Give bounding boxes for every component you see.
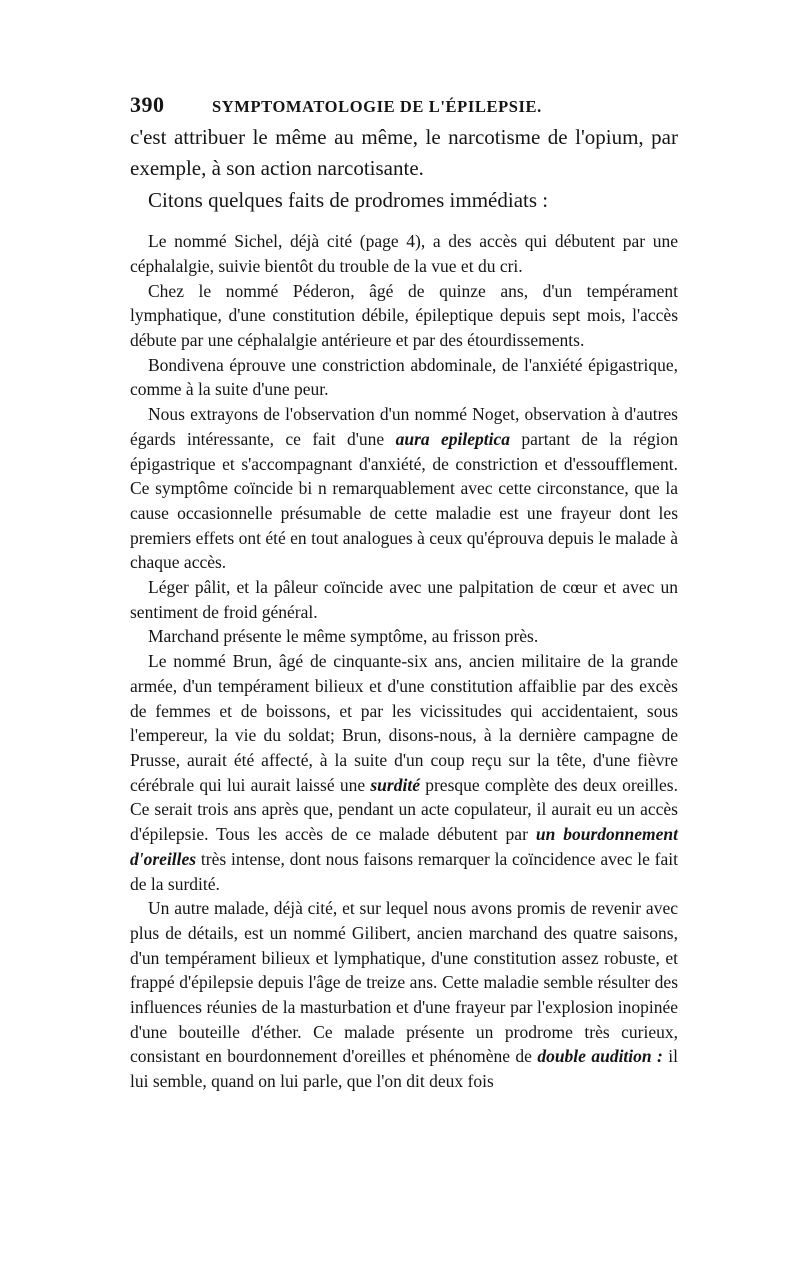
case-leger: Léger pâlit, et la pâleur coïncide avec une palpitation de cœur et avec un sentiment de froid général. — [130, 577, 678, 622]
case-brun-text-a: Le nommé Brun, âgé de cinquante-six ans, ancien militaire de la grande armée, d'un tempérament bilieux et d'une constitution affaiblie par des excès de femmes et de boissons, et par les vicissitudes qui accidentaient, sous l'empereur, la vie du soldat; Brun, disons-nous, à la dernière campagne de Prusse, aurait été affecté, à la suite d'un coup reçu sur la tête, d'une fièvre cérébrale qui lui aurait laissé une — [130, 651, 678, 795]
running-title: SYMPTOMATOLOGIE DE L'ÉPILEPSIE. — [212, 97, 542, 116]
case-sichel: Le nommé Sichel, déjà cité (page 4), a des accès qui débutent par une céphalalgie, suivie bientôt du trouble de la vue et du cri. — [130, 231, 678, 276]
case-gilibert-text-b: il lui semble, quand on lui parle, que l'on dit deux fois — [130, 1046, 678, 1092]
continuation-text: c'est attribuer le même au même, le narcotisme de l'opium, par exemple, à son action narcotisante. — [130, 125, 678, 181]
case-gilibert-text-a: Un autre malade, déjà cité, et sur lequel nous avons promis de revenir avec plus de détails, est un nommé Gilibert, ancien marchand des quatre saisons, d'un tempérament bilieux et lymphatique, d'une constitution assez robuste, et frappé d'épilepsie depuis l'âge de treize ans. Cette maladie semble résulter des influences réunies de la masturbation et d'une frayeur par l'explosion inopinée d'une bouteille d'éther. Ce malade présente un prodrome très curieux, consistant en bourdonnement d'oreilles et phénomène de — [130, 898, 678, 1067]
case-gilibert-emphasis: double audition : — [537, 1046, 663, 1067]
case-brun-text-b: presque complète des deux oreilles. Ce serait trois ans après que, pendant un acte copulateur, il aurait eu un accès d'épilepsie. Tous les accès de ce malade débutent par — [130, 774, 678, 845]
case-marchand: Marchand présente le même symptôme, au frisson près. — [148, 626, 539, 647]
book-page — [130, 92, 678, 1094]
case-gilibert — [130, 896, 678, 1094]
case-noget-text-b: partant de la région épigastrique et s'accompagnant d'anxiété, de constriction et d'essoufflement. Ce symptôme coïncide bi n remarquablement avec cette circonstance, que la cause occasionnelle présumable de cette maladie est une frayeur dont les premiers effets ont été en tout analogues à ceux qu'éprouva depuis le malade à chaque accès. — [130, 428, 678, 573]
case-brun-emphasis-surdite: surdité — [370, 774, 420, 795]
case-noget — [130, 402, 678, 575]
section-lead: Citons quelques faits de prodromes immédiats : — [148, 187, 549, 212]
page-number: 390 — [130, 92, 165, 117]
case-noget-text-a: Nous extrayons de l'observation d'un nommé Noget, observation à d'autres égards intéressante, ce fait d'une — [130, 404, 678, 449]
page-header — [130, 92, 678, 122]
case-noget-emphasis: aura epileptica — [395, 428, 511, 449]
case-brun-text-c: très intense, dont nous faisons remarquer la coïncidence avec le fait de la surdité. — [130, 848, 678, 894]
case-brun — [130, 649, 678, 896]
case-pederon: Chez le nommé Péderon, âgé de quinze ans, d'un tempérament lymphatique, d'une constitution débile, épileptique depuis sept mois, l'accès débute par une céphalalgie antérieure et par des étourdissements. — [130, 280, 678, 351]
case-bondivena: Bondivena éprouve une constriction abdominale, de l'anxiété épigastrique, comme à la suite d'une peur. — [130, 354, 678, 400]
case-brun-emphasis-bourdonnement: un bourdonnement d'oreilles — [130, 824, 678, 869]
